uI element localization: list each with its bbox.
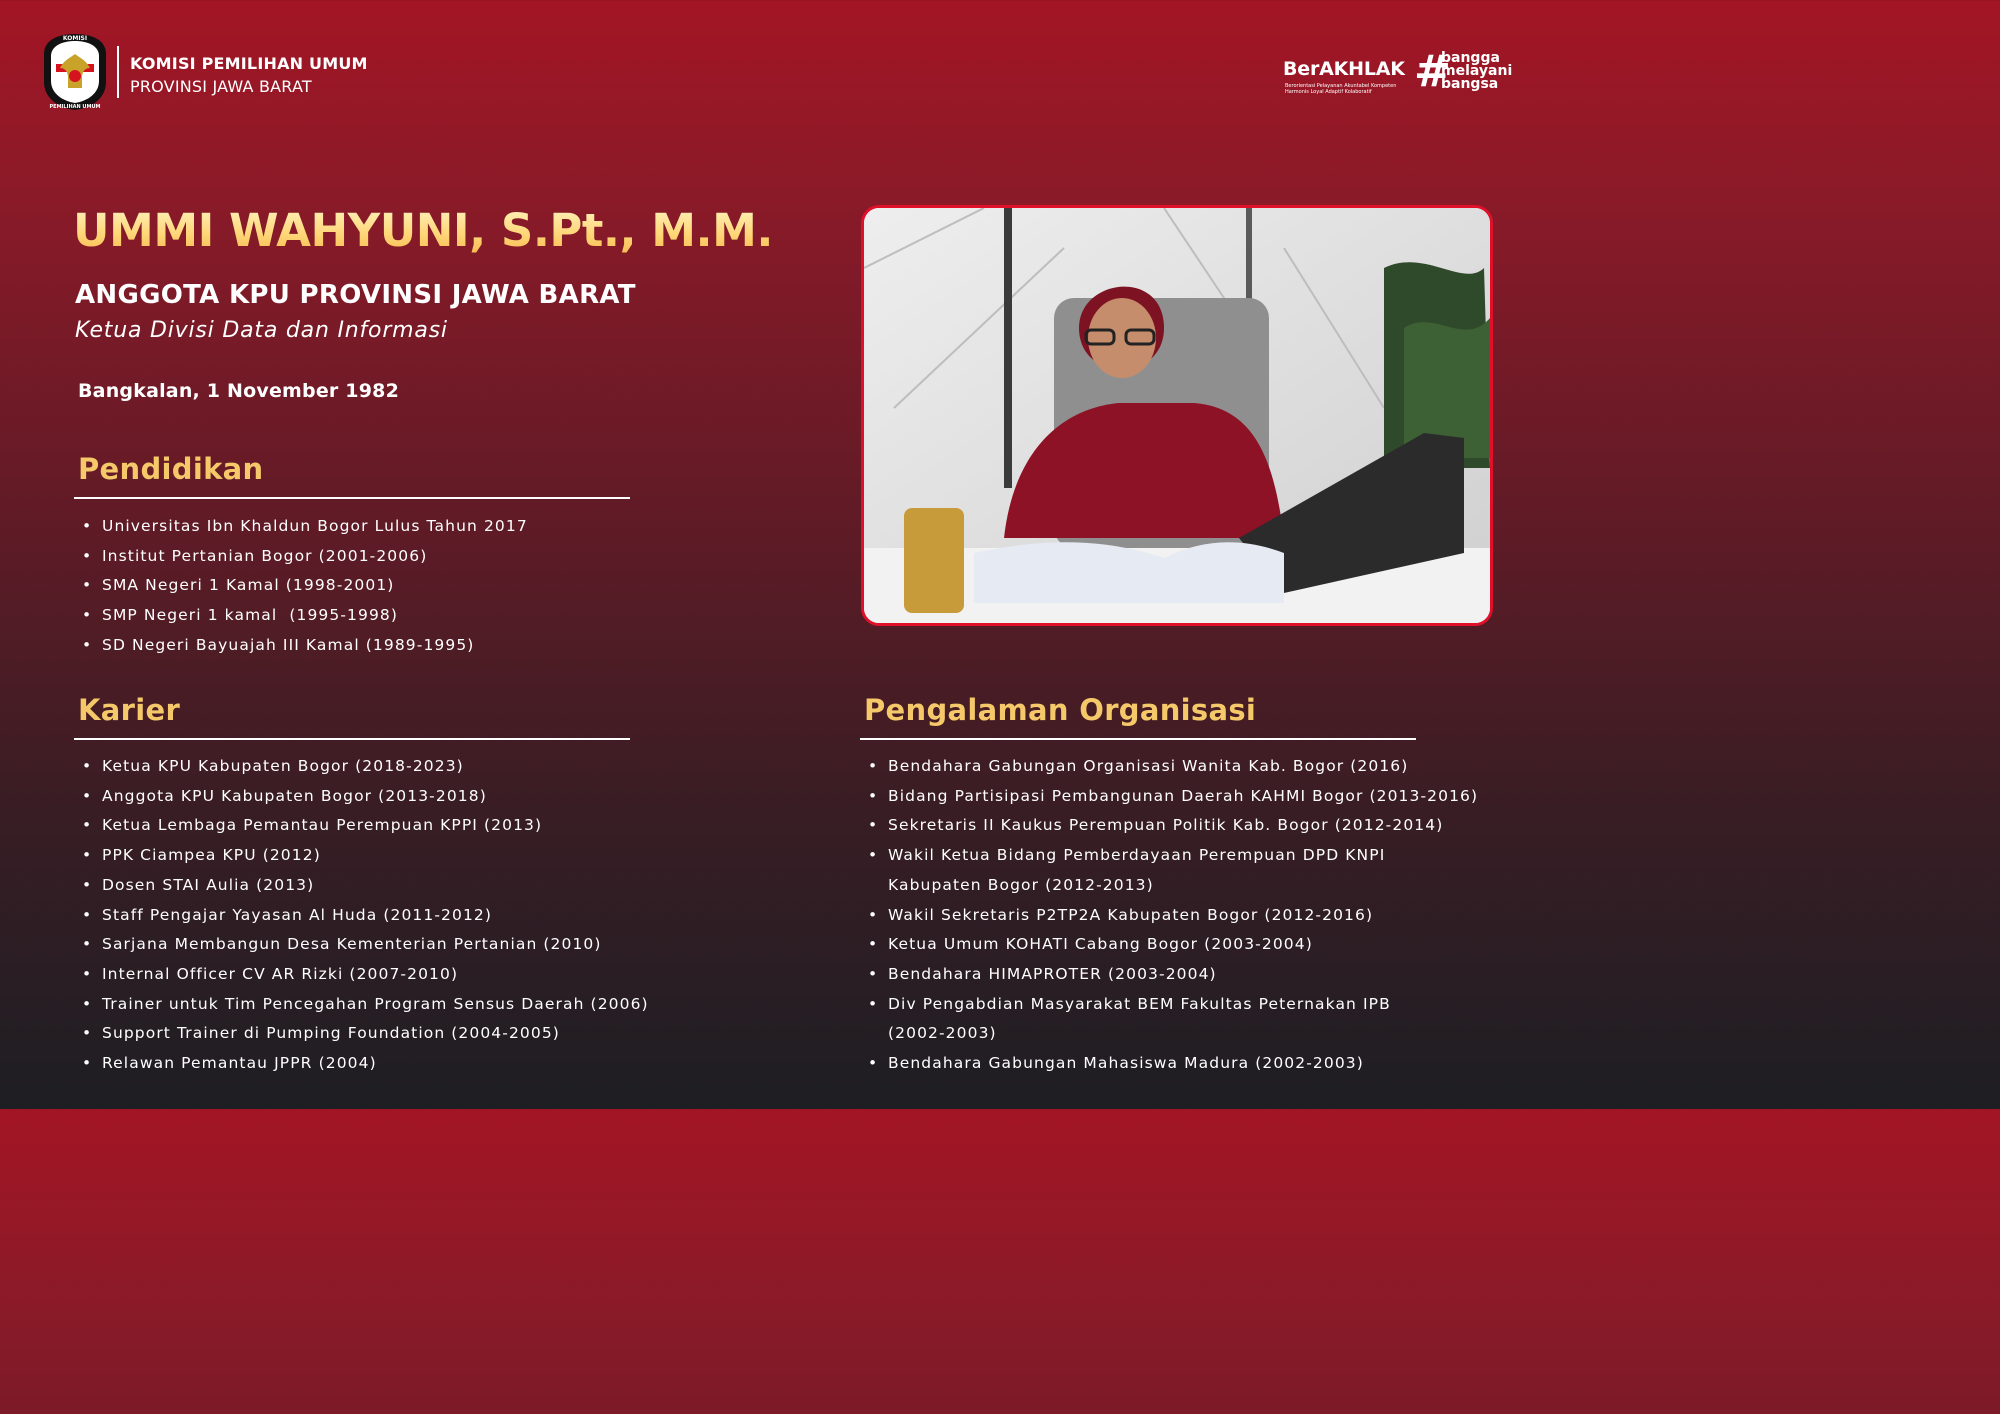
organisasi-list — [860, 752, 1520, 1079]
hashtag-word: melayani — [1441, 63, 1513, 79]
list-item: • Trainer untuk Tim Pencegahan Program Sensus Daerah (2006) — [74, 990, 794, 1020]
list-item: • SMA Negeri 1 Kamal (1998-2001) — [74, 571, 774, 601]
profile-position: ANGGOTA KPU PROVINSI JAWA BARAT — [75, 280, 636, 310]
kpu-logo-bottom-text: PEMILIHAN UMUM — [49, 104, 101, 110]
list-item: • Ketua Umum KOHATI Cabang Bogor (2003-2004) — [860, 930, 1520, 960]
list-item: • Ketua KPU Kabupaten Bogor (2018-2023) — [74, 752, 794, 782]
list-item: • Wakil Sekretaris P2TP2A Kabupaten Bogor (2012-2016) — [860, 901, 1520, 931]
pendidikan-list — [74, 512, 774, 661]
section-divider — [74, 738, 630, 740]
list-item: • SMP Negeri 1 kamal (1995-1998) — [74, 601, 774, 631]
section-title-pendidikan: Pendidikan — [78, 452, 264, 486]
list-item: • Bendahara HIMAPROTER (2003-2004) — [860, 960, 1520, 990]
section-title-karier: Karier — [78, 693, 181, 727]
list-item: • Anggota KPU Kabupaten Bogor (2013-2018) — [74, 782, 794, 812]
list-item: • Institut Pertanian Bogor (2001-2006) — [74, 542, 774, 572]
kpu-logo-top-text: KOMISI — [62, 35, 88, 42]
list-item: • Ketua Lembaga Pemantau Perempuan KPPI (2013) — [74, 811, 794, 841]
berakhlak-logo — [1283, 48, 1513, 98]
hashtag-word: bangsa — [1441, 76, 1499, 92]
berakhlak-subtitle: Berorientasi Pelayanan Akuntabel Kompeten Harmonis Loyal Adaptif Kolaboratif — [1285, 83, 1397, 95]
list-item: • Wakil Ketua Bidang Pemberdayaan Perempuan DPD KNPI Kabupaten Bogor (2012-2013) — [860, 841, 1448, 900]
list-item: • Support Trainer di Pumping Foundation (2004-2005) — [74, 1019, 794, 1049]
list-item: • Bidang Partisipasi Pembangunan Daerah KAHMI Bogor (2013-2016) — [860, 782, 1520, 812]
list-item: • Internal Officer CV AR Rizki (2007-2010) — [74, 960, 794, 990]
list-item: • Sarjana Membangun Desa Kementerian Pertanian (2010) — [74, 930, 794, 960]
list-item: • Div Pengabdian Masyarakat BEM Fakultas Peternakan IPB (2002-2003) — [860, 990, 1448, 1049]
list-item: • Bendahara Gabungan Organisasi Wanita Kab. Bogor (2016) — [860, 752, 1520, 782]
header-organization — [130, 52, 368, 98]
list-item: • PPK Ciampea KPU (2012) — [74, 841, 794, 871]
list-item: • Relawan Pemantau JPPR (2004) — [74, 1049, 794, 1079]
profile-name: UMMI WAHYUNI, S.Pt., M.M. — [73, 204, 774, 257]
karier-list — [74, 752, 794, 1079]
section-divider — [74, 497, 630, 499]
profile-birth: Bangkalan, 1 November 1982 — [78, 380, 399, 402]
hashtag-icon: # — [1414, 46, 1451, 97]
org-name-line2: PROVINSI JAWA BARAT — [130, 77, 312, 96]
list-item: • Bendahara Gabungan Mahasiswa Madura (2002-2003) — [860, 1049, 1520, 1079]
berakhlak-title: BerAKHLAK — [1283, 58, 1405, 80]
hashtag-word: bangga — [1441, 50, 1500, 66]
list-item: • Sekretaris II Kaukus Perempuan Politik Kab. Bogor (2012-2014) — [860, 811, 1520, 841]
kpu-logo — [40, 32, 110, 112]
list-item: • Dosen STAI Aulia (2013) — [74, 871, 794, 901]
header-divider — [117, 46, 119, 98]
hashtag-words — [1441, 52, 1512, 91]
list-item: • Staff Pengajar Yayasan Al Huda (2011-2012) — [74, 901, 794, 931]
list-item: • Universitas Ibn Khaldun Bogor Lulus Tahun 2017 — [74, 512, 774, 542]
profile-division: Ketua Divisi Data dan Informasi — [75, 318, 448, 343]
org-name-line1: KOMISI PEMILIHAN UMUM — [130, 54, 368, 73]
profile-photo-illustration — [864, 208, 1490, 623]
list-item: • SD Negeri Bayuajah III Kamal (1989-1995) — [74, 631, 774, 661]
section-title-organisasi: Pengalaman Organisasi — [864, 693, 1257, 727]
section-divider — [860, 738, 1416, 740]
profile-photo — [861, 205, 1493, 626]
